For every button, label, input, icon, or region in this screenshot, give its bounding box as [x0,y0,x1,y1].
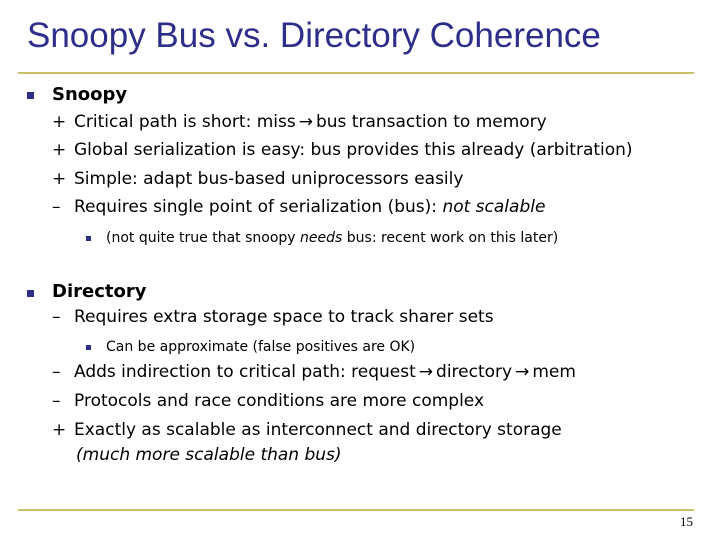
subnote-text-after: bus: recent work on this later) [346,230,559,246]
snoopy-item-4 [52,199,545,216]
item-text: Requires single point of serialization (bus): [74,197,438,217]
snoopy-item-1 [52,114,547,131]
item-text: Protocols and race conditions are more complex [74,391,485,411]
snoopy-item-3 [52,171,463,188]
subnote-text: (not quite true that snoopy [106,230,296,246]
item-text-middle: directory [436,362,513,382]
snoopy-subnote [106,231,558,245]
right-arrow-icon: → [298,112,313,132]
plus-mark: + [52,112,67,132]
footer-divider [18,509,694,511]
square-bullet-icon [86,345,91,350]
slide-title: Snoopy Bus vs. Directory Coherence [27,16,601,55]
directory-item-4 [52,422,562,439]
directory-heading: Directory [52,281,147,302]
plus-mark: + [52,169,67,189]
directory-item-1 [52,309,494,326]
item-text: Adds indirection to critical path: request [74,362,416,382]
minus-mark: – [52,197,61,217]
item-text: Critical path is short: miss [74,112,296,132]
directory-item-3 [52,393,484,410]
directory-item-2 [52,364,576,381]
snoopy-heading: Snoopy [52,84,128,105]
square-bullet-icon [27,92,34,99]
snoopy-item-2 [52,142,633,159]
item-text: Simple: adapt bus-based uniprocessors easily [74,169,464,189]
square-bullet-icon [86,236,91,241]
plus-mark: + [52,140,67,160]
item-text-end: mem [532,362,576,382]
subnote-italic: needs [300,230,343,246]
directory-note: (much more scalable than bus) [76,445,342,465]
item-text-after: bus transaction to memory [315,112,547,132]
not-scalable-text: not scalable [442,197,546,217]
title-divider [18,72,694,74]
right-arrow-icon: → [515,362,530,382]
minus-mark: – [52,362,61,382]
directory-subnote: Can be approximate (false positives are OK) [106,339,416,355]
item-text: Exactly as scalable as interconnect and directory storage [74,420,562,440]
square-bullet-icon [27,290,34,297]
item-text: Requires extra storage space to track sharer sets [74,307,494,327]
right-arrow-icon: → [418,362,434,382]
plus-mark: + [52,420,67,440]
item-text: Global serialization is easy: bus provides this already (arbitration) [74,140,633,160]
minus-mark: – [52,307,61,327]
page-number: 15 [680,514,693,529]
minus-mark: – [52,391,61,411]
